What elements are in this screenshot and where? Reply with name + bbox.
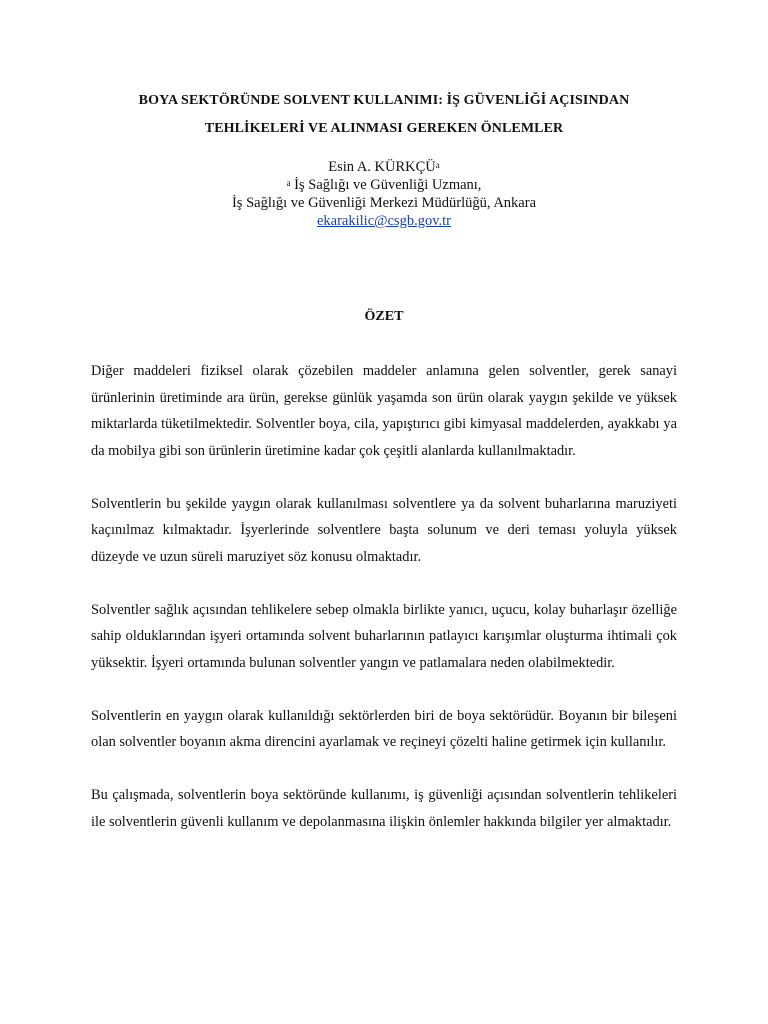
affiliation-line-2: İş Sağlığı ve Güvenliği Merkezi Müdürlüğü, Ankara	[231, 195, 537, 211]
author-email-link[interactable]: ekarakilic@csgb.gov.tr	[316, 213, 451, 229]
affiliation-title: İş Sağlığı ve Güvenliği Uzmanı,	[290, 177, 482, 193]
author-block	[91, 158, 677, 230]
abstract-paragraph: Solventler sağlık açısından tehlikelere sebep olmakla birlikte yanıcı, uçucu, kolay buharlaşır özelliğe sahip olduklarından işyeri ortamında solvent buharlarının patlayıcı karışımlar oluşturma ihtimali çok yüksektir. İşyeri ortamında bulunan solventler yangın ve patlamalara neden olabilmektedir.	[91, 601, 677, 671]
abstract-paragraph: Solventlerin bu şekilde yaygın olarak kullanılması solventlere ya da solvent buharlarına maruziyeti kaçınılmaz kılmaktadır. İşyerlerinde solventlere başta solunum ve deri teması yoluyla yüksek düzeyde ve uzun süreli maruziyet söz konusu olmaktadır.	[91, 495, 677, 565]
paper-title-line-2: TEHLİKELERİ VE ALINMASI GEREKEN ÖNLEMLER	[204, 121, 564, 136]
paper-title-line-1: BOYA SEKTÖRÜNDE SOLVENT KULLANIMI: İŞ GÜVENLİĞİ AÇISINDAN	[138, 93, 630, 108]
author-name-line	[91, 158, 677, 176]
affiliation-line-1	[91, 176, 677, 194]
affiliation-superscript: a	[286, 178, 291, 188]
author-superscript: a	[435, 160, 440, 170]
abstract-paragraph: Solventlerin en yaygın olarak kullanıldığı sektörlerden biri de boya sektörüdür. Boyanın bir bileşeni olan solventler boyanın akma direncini ayarlamak ve reçineyi çözelti haline getirmek için kullanılır.	[91, 707, 677, 750]
author-name: Esin A. KÜRKÇÜ	[328, 159, 436, 175]
abstract-paragraph: Bu çalışmada, solventlerin boya sektöründe kullanımı, iş güvenliği açısından solventlerin tehlikeleri ile solventlerin güvenli kullanım ve depolanmasına ilişkin önlemler hakkında bilgiler yer almaktadır.	[91, 787, 677, 830]
abstract-heading: ÖZET	[364, 309, 404, 324]
abstract-paragraph: Diğer maddeleri fiziksel olarak çözebilen maddeler anlamına gelen solventler, gerek sanayi ürünlerinin üretiminde ara ürün, gerekse günlük yaşamda son ürün olarak yaygın şekilde ve yüksek miktarlarda tüketilmektedir. Solventler boya, cila, yapıştırıcı gibi kimyasal maddelerden, ayakkabı ya da mobilya gibi son ürünlerin üretimine kadar çok çeşitli alanlarda kullanılmaktadır.	[91, 363, 677, 459]
